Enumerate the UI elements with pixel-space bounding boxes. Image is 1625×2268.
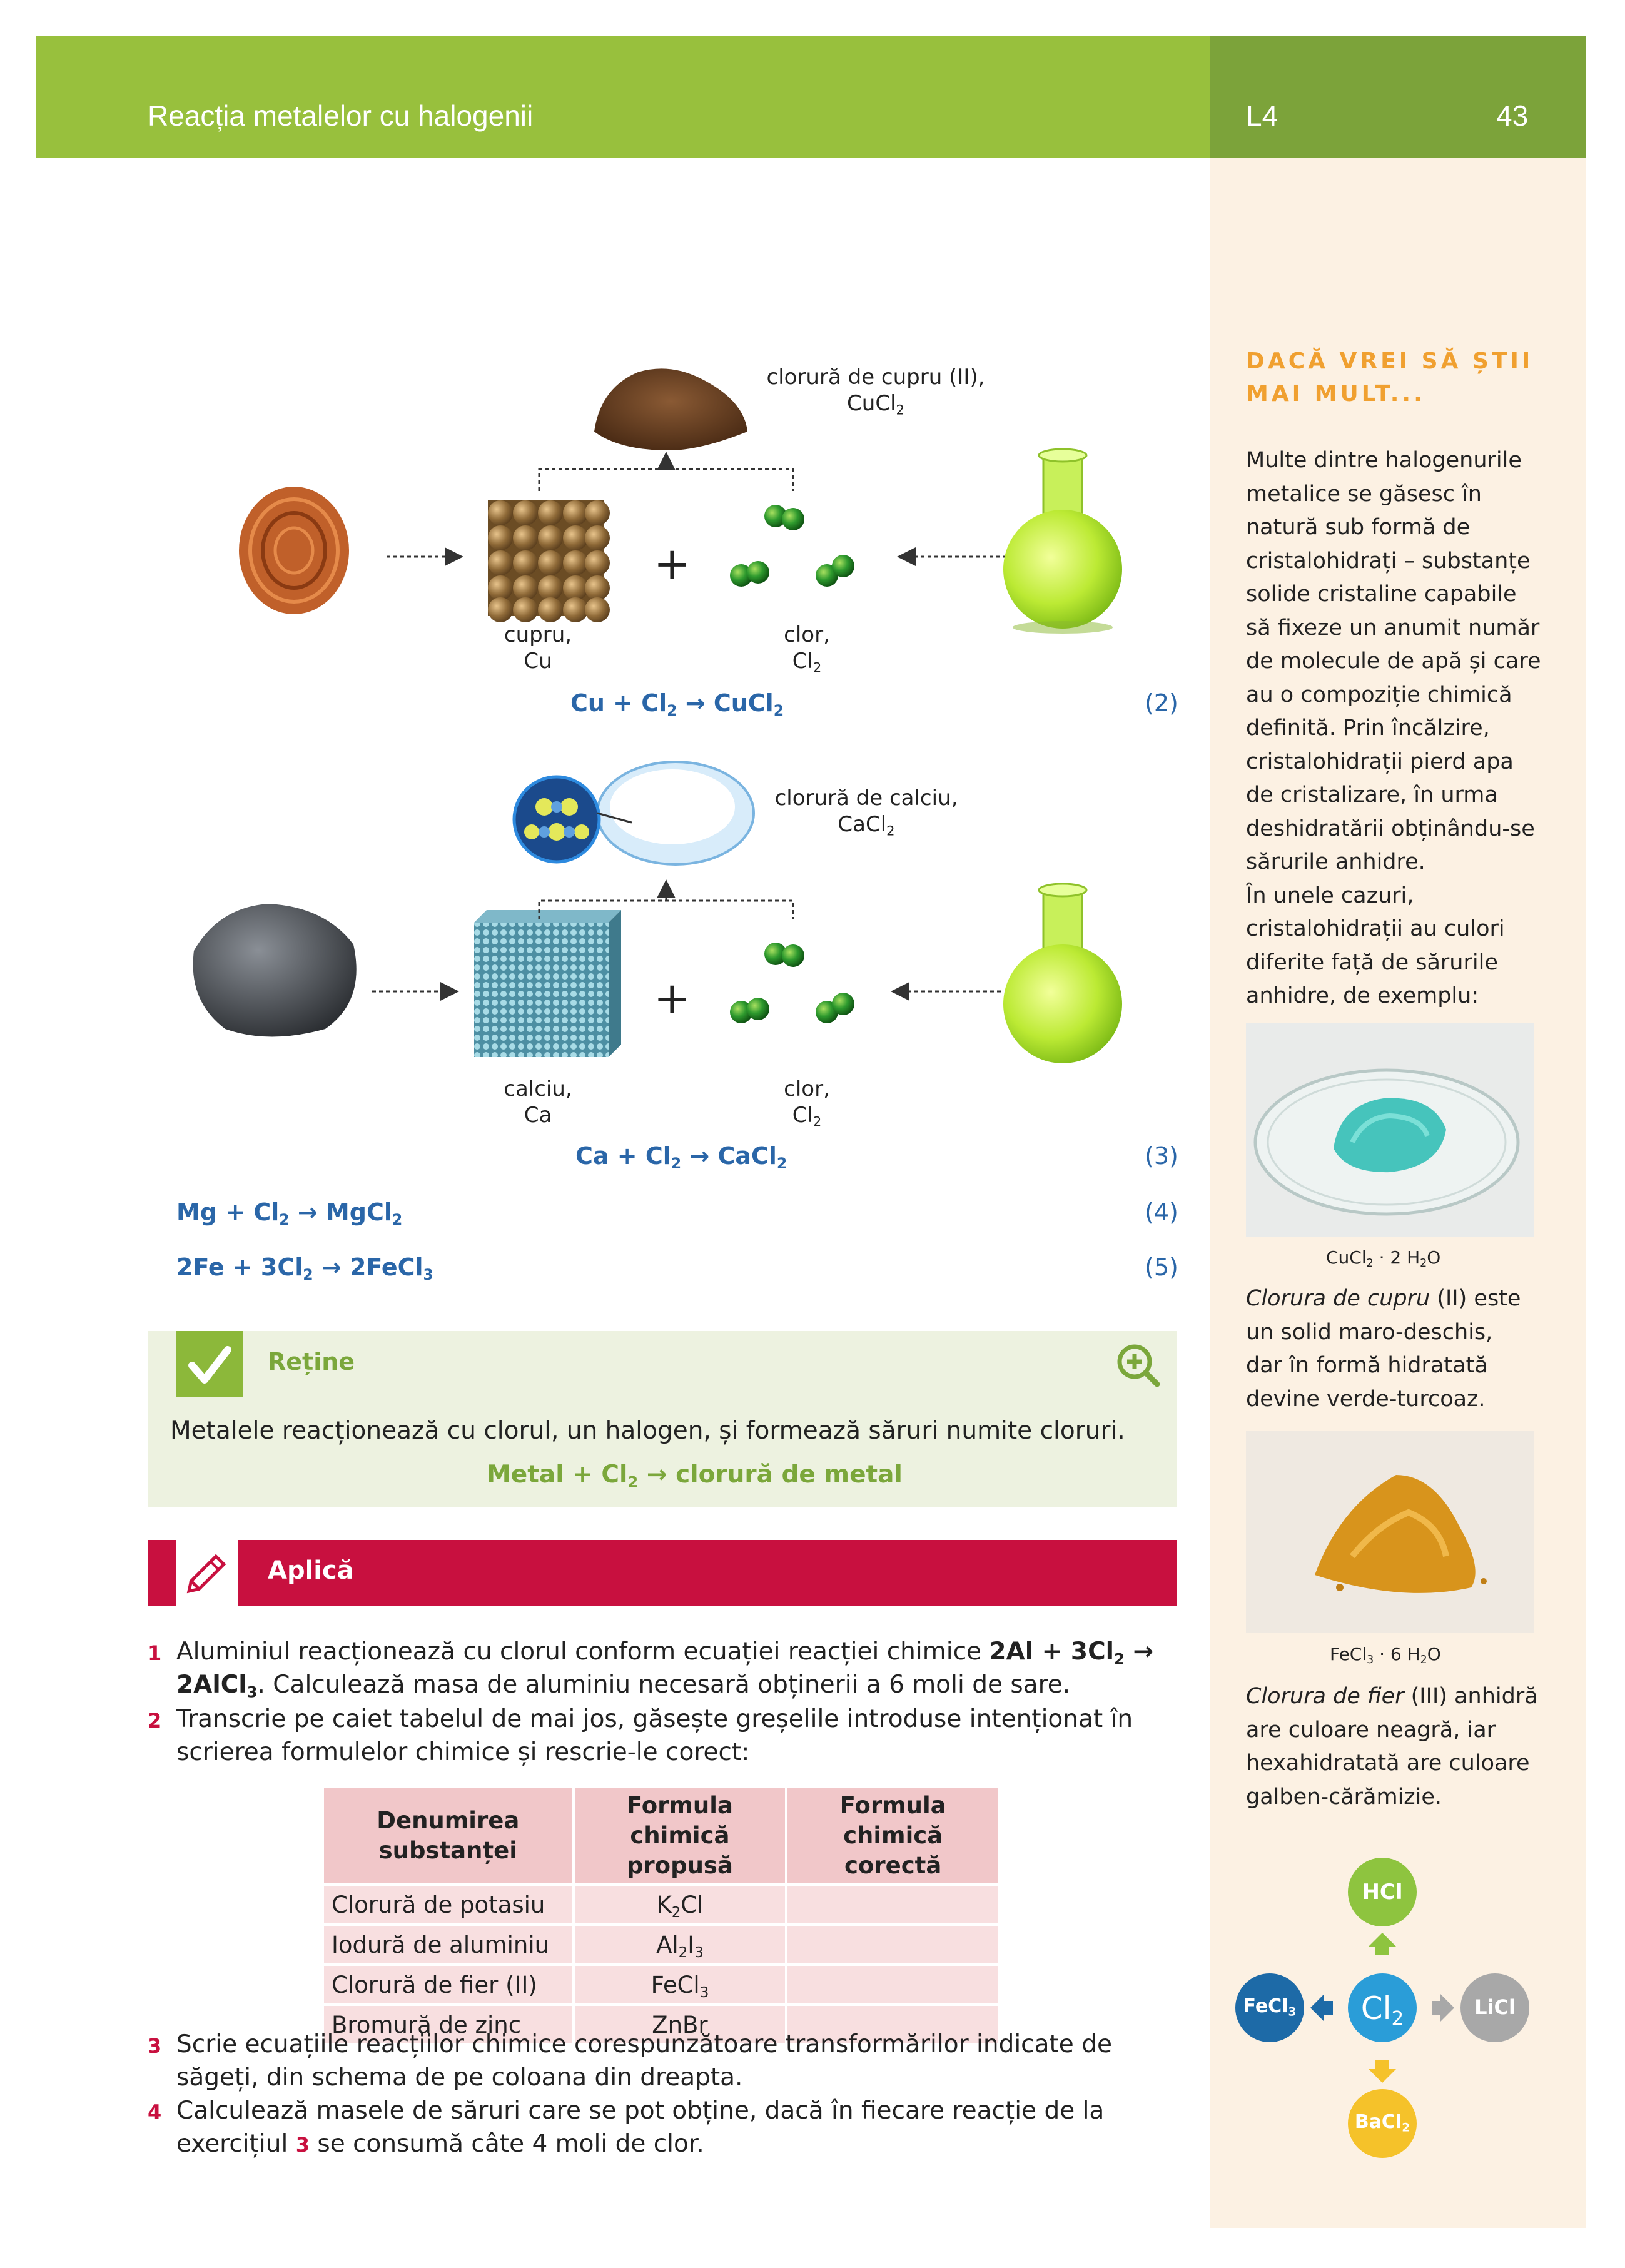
table-cell: Bromură de zinc <box>324 2006 572 2043</box>
arrow-right-icon <box>1432 1994 1454 2022</box>
copper-chloride-powder-image <box>594 368 747 450</box>
sidebar-line: cristalohidrații pierd apa <box>1246 749 1514 774</box>
product-label-cu <box>757 364 995 417</box>
exercise-4: Calculează masele de săruri care se pot obține, dacă în fiecare reacție de la exercițiul 3 se consumă câte 4 moli de clor. <box>176 2097 1105 2158</box>
sidebar-line: Multe dintre halogenurile <box>1246 448 1522 473</box>
header-bar-right <box>1210 36 1586 158</box>
equation-number: (3) <box>1145 1142 1178 1170</box>
metal-label-ca <box>475 1076 600 1128</box>
sidebar-note-1 <box>1246 1282 1571 1416</box>
table-header: Denumirea substanței <box>324 1788 572 1883</box>
table-header: Formula chimică corectă <box>787 1788 998 1883</box>
table-cell: Clorură de fier (II) <box>324 1966 572 2003</box>
chlorine-molecules-image <box>730 943 854 1023</box>
exercise-3: Scrie ecuațiile reacțiilor chimice corespunzătoare transformărilor indicate de săgeți, din schema de pe coloana din dreapta. <box>176 2030 1112 2092</box>
scheme-fecl3: FeCl$_3$ <box>1243 1995 1297 2019</box>
equation-ca: $Ca + Cl_2$ → CaCl$_2$ <box>575 1142 787 1173</box>
product-name: clorură de calciu, <box>774 786 958 811</box>
scheme-cl2: $Cl_2$ <box>1360 1990 1404 2030</box>
calcium-chloride-dish-image <box>514 762 754 864</box>
product-formula: CuCl$_2$ <box>847 391 904 418</box>
sidebar-line: devine verde-turcoaz. <box>1246 1386 1486 1412</box>
metal-name: calciu, <box>504 1076 572 1101</box>
sidebar-line: dar în formă hidratată <box>1246 1353 1488 1378</box>
equation-number: (5) <box>1145 1253 1178 1281</box>
sidebar-line: În unele cazuri, <box>1246 883 1414 908</box>
arrow-left-icon <box>1310 1994 1333 2022</box>
sidebar-line: sărurile anhidre. <box>1246 849 1425 874</box>
scheme-hcl: HCl <box>1362 1880 1403 1905</box>
sidebar-heading-line: MAI MULT... <box>1246 381 1425 407</box>
table-row <box>324 1966 998 2003</box>
retine-title: Reține <box>268 1348 355 1375</box>
table-cell-formula: FeCl$_3$ <box>575 1966 786 2003</box>
sidebar-line: au o compoziție chimică <box>1246 682 1512 707</box>
product-label-ca <box>751 785 982 838</box>
sidebar-paragraph <box>1246 444 1571 1013</box>
metal-symbol: Ca <box>524 1103 552 1128</box>
aplica-bar-left <box>148 1540 176 1606</box>
aplica-title: Aplică <box>268 1556 354 1585</box>
table-cell: Iodură de aluminiu <box>324 1926 572 1963</box>
check-icon <box>176 1331 243 1397</box>
plus-sign: + <box>654 538 691 589</box>
exercise-number: 1 <box>148 1641 162 1665</box>
table-header: Formula chimică propusă <box>575 1788 786 1883</box>
chlorine-flask-image <box>1003 884 1122 1063</box>
table-cell: Clorură de potasiu <box>324 1886 572 1923</box>
metal-label-cu <box>475 622 600 674</box>
equation-number: (4) <box>1145 1198 1178 1226</box>
table-cell-formula: $K_2Cl$ <box>575 1886 786 1923</box>
photo2-caption: FeCl$_3$ · 6 $H_2O$ <box>1330 1644 1441 1667</box>
table-row <box>324 1926 998 1963</box>
product-name: clorură de cupru (II), <box>766 365 985 390</box>
metal-name: cupru, <box>504 622 572 647</box>
equation-mg: $Mg + Cl_2$ → MgCl$_2$ <box>176 1198 403 1229</box>
chlorine-molecules-image <box>730 505 854 587</box>
sidebar-line: de cristalizare, în urma <box>1246 782 1498 807</box>
pencil-icon <box>176 1540 238 1606</box>
sidebar-line: cristalohidrații au culori <box>1246 916 1505 941</box>
exercise-2: Transcrie pe caiet tabelul de mai jos, găsește greșelile introduse intenționat în scrierea formulelor chimice și rescrie-le corect: <box>176 1705 1133 1766</box>
halogen-name: clor, <box>784 622 830 647</box>
table-cell-formula: ZnBr <box>575 2006 786 2043</box>
sidebar-line: deshidratării obținându-se <box>1246 816 1535 841</box>
sidebar-line: are culoare neagră, iar <box>1246 1717 1496 1743</box>
chlorine-flask-image <box>1003 449 1122 634</box>
table-cell-formula: $Al_2I_3$ <box>575 1926 786 1963</box>
calcium-lattice-image <box>474 910 621 1057</box>
metal-symbol: Cu <box>524 649 552 674</box>
retine-text: Metalele reacționează cu clorul, un halogen, și formează săruri numite cloruri. <box>170 1417 1125 1445</box>
page-number: 43 <box>1496 99 1529 132</box>
sidebar-line: diferite față de sărurile <box>1246 949 1498 975</box>
copper-lattice-image <box>488 500 610 622</box>
halogen-formula: $Cl_2$ <box>792 649 822 676</box>
sidebar-line: un solid maro-deschis, <box>1246 1319 1493 1345</box>
exercise-number: 3 <box>148 2034 162 2058</box>
calcium-rock-image <box>193 904 357 1037</box>
table-cell <box>787 1966 998 2003</box>
equation-fe: $2Fe + 3Cl_2$ → 2FeCl$_3$ <box>176 1253 433 1284</box>
retine-formula: Metal + $Cl_2$ → clorură de metal <box>487 1461 903 1491</box>
sidebar-line: cristalohidrați – substanțe <box>1246 548 1531 574</box>
formula-table <box>321 1786 1001 2046</box>
reaction-illustrations <box>0 0 1188 1188</box>
sidebar-line: anhidre, de exemplu: <box>1246 983 1479 1008</box>
arrow-up-icon <box>1369 1933 1396 1955</box>
exercise-number: 2 <box>148 1709 162 1733</box>
sidebar-line: galben-cărămizie. <box>1246 1784 1442 1810</box>
aplica-bar <box>238 1540 1177 1606</box>
table-header-row <box>324 1788 998 1883</box>
exercise-number: 4 <box>148 2100 162 2124</box>
sidebar-line: definită. Prin încălzire, <box>1246 716 1490 741</box>
chapter-title: Reacția metalelor cu halogenii <box>148 99 534 132</box>
arrow-down-icon <box>1369 2060 1396 2083</box>
exercise-1: Aluminiul reacționează cu clorul conform ecuației reacției chimice $2Al + 3Cl_2$ → 2AlCl$_3$. Calculează masa de aluminiu necesară obținerii a 6 moli de sare. <box>176 1638 1154 1701</box>
plus-sign: + <box>654 973 691 1024</box>
lesson-label: L4 <box>1246 99 1278 132</box>
equation-cu: $Cu + Cl_2$ → CuCl$_2$ <box>570 689 784 720</box>
copper-wire-image <box>239 487 349 614</box>
copper-chloride-hydrate-photo <box>1246 1023 1534 1237</box>
sidebar-line: metalice se găsesc în <box>1246 481 1482 507</box>
table-cell <box>787 1926 998 1963</box>
zoom-icon[interactable] <box>1115 1342 1161 1390</box>
scheme-licl: LiCl <box>1474 1995 1516 2019</box>
iron-chloride-hydrate-photo <box>1246 1431 1534 1633</box>
halogen-formula: $Cl_2$ <box>792 1103 822 1130</box>
sidebar-line: de molecule de apă și care <box>1246 649 1541 674</box>
halogen-name: clor, <box>784 1076 830 1101</box>
halogen-label-ca <box>744 1076 869 1128</box>
table-cell <box>787 1886 998 1923</box>
sidebar-line: hexahidratată are culoare <box>1246 1751 1530 1776</box>
sidebar-line: natură sub formă de <box>1246 515 1471 540</box>
scheme-bacl2: BaCl$_2$ <box>1354 2111 1410 2135</box>
sidebar-line: solide cristaline capabile <box>1246 582 1517 607</box>
sidebar-note-2 <box>1246 1680 1571 1814</box>
exercise-ref: 3 <box>295 2133 310 2157</box>
sidebar-line: Clorura de fier (III) anhidră <box>1246 1684 1538 1709</box>
table-row <box>324 1886 998 1923</box>
sidebar-heading <box>1246 345 1533 410</box>
halogen-label-cu <box>744 622 869 674</box>
photo1-caption: CuCl$_2$ · 2 $H_2O$ <box>1326 1247 1441 1270</box>
sidebar-line: să fixeze un anumit număr <box>1246 615 1540 640</box>
sidebar-heading-line: DACĂ VREI SĂ ȘTII <box>1246 348 1534 374</box>
sidebar-line: Clorura de cupru (II) este <box>1246 1286 1521 1311</box>
equation-number: (2) <box>1145 689 1178 717</box>
product-formula: CaCl$_2$ <box>838 812 895 839</box>
